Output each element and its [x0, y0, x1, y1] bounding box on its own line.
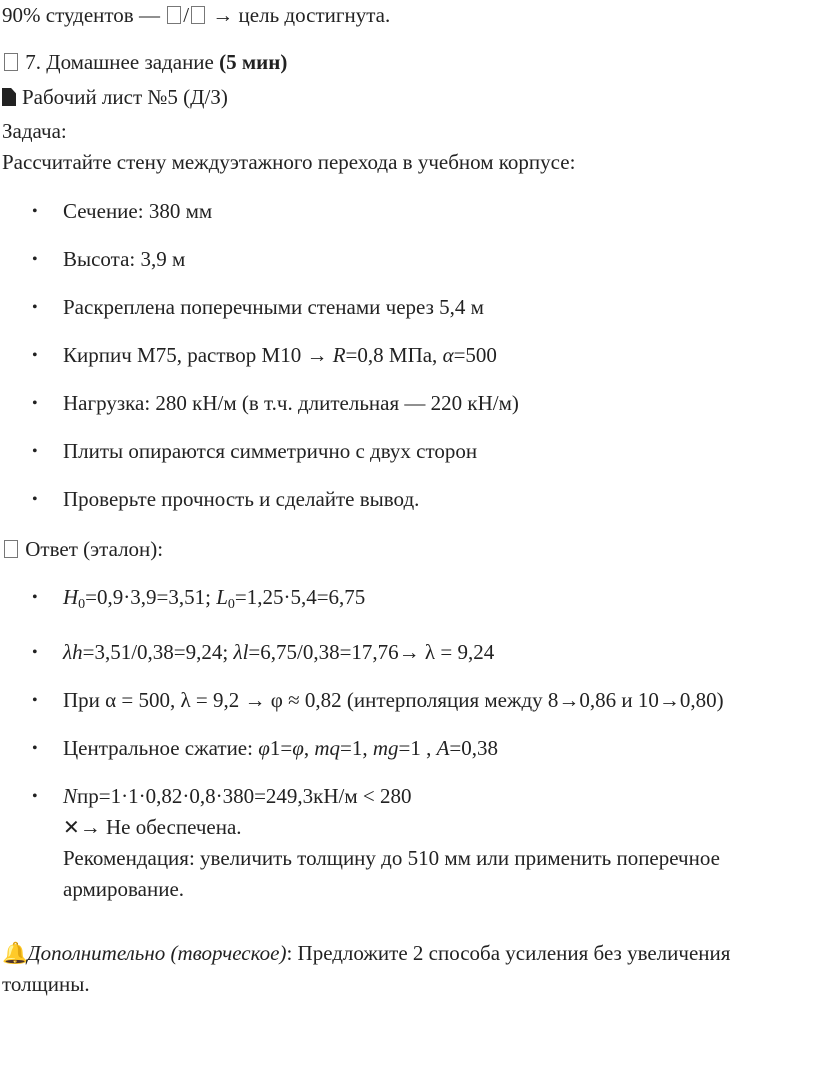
list-item: • Проверьте прочность и сделайте вывод. — [0, 484, 519, 515]
homework-label: 7. Домашнее задание — [25, 50, 214, 74]
task-label: Задача: — [2, 119, 67, 143]
list-item: • Плиты опираются симметрично с двух сторон — [0, 436, 519, 467]
extra-task — [2, 938, 816, 1000]
top-line — [2, 0, 816, 31]
task-intro: Рассчитайте стену междуэтажного перехода в учебном корпусе: — [2, 150, 576, 174]
list-item: • $H_0=0,9\cdot 3,9=3,51$; $L_0=1,25\cdot 5,4=6,75$ — [0, 582, 816, 620]
list-item: • Центральное сжатие: φ1=φ, mq=1, mg=1 , A=0,38 — [0, 733, 816, 764]
list-item: • Сечение: 380 мм — [0, 196, 519, 227]
answer-label-text: Ответ (эталон): — [25, 537, 164, 561]
list-item — [0, 340, 519, 371]
placeholder-box-icon — [4, 53, 18, 71]
bell-icon: 🔔 — [2, 941, 29, 965]
homework-duration: (5 мин) — [219, 50, 288, 74]
verdict-line: ✕→ Не обеспечена. — [63, 815, 242, 839]
alpha-symbol: α — [442, 343, 454, 367]
placeholder-box-icon — [167, 6, 181, 24]
alpha-value: =500 — [453, 343, 497, 367]
list-item: • Нагрузка: 280 кН/м (в т.ч. длительная — 220 кН/м) — [0, 388, 519, 419]
extra-label: Дополнительно (творческое) — [27, 941, 287, 965]
placeholder-box-icon — [4, 540, 18, 558]
worksheet-title-text: Рабочий лист №5 (Д/З) — [22, 85, 228, 109]
extra-text: : Предложите 2 способа усиления без увеличения толщины. — [2, 941, 731, 996]
answer-label — [2, 534, 816, 565]
answer-list — [0, 582, 816, 905]
list-item: • При α = 500, λ = 9,2 → φ ≈ 0,82 (интерполяция между 8→0,86 и 10→0,80) — [0, 685, 816, 716]
top-line-sep: / — [183, 3, 190, 27]
top-line-suffix: → цель достигнута. — [212, 3, 391, 27]
calc-line: • Nпр=1·1·0,82·0,8·380=249,3кН/м < 280 — [63, 784, 412, 808]
r-symbol: R — [332, 343, 346, 367]
list-item — [0, 781, 816, 905]
worksheet-title — [2, 82, 816, 113]
cross-icon: ✕ — [63, 815, 80, 839]
top-line-prefix: 90% студентов — — [2, 3, 160, 27]
homework-heading — [2, 47, 816, 78]
list-item-text: Кирпич М75, раствор М10 → — [63, 343, 333, 367]
list-item: • Раскреплена поперечными стенами через 5,4 м — [0, 292, 519, 323]
list-item: • λh=3,51/0,38=9,24; λl=6,75/0,38=17,76→ λ = 9,24 — [0, 637, 816, 668]
document-icon — [2, 88, 16, 106]
placeholder-box-icon — [191, 6, 205, 24]
list-item: • Высота: 3,9 м — [0, 244, 519, 275]
recommendation: Рекомендация: увеличить толщину до 510 мм или применить поперечное армирование. — [63, 846, 720, 901]
task-list — [0, 196, 519, 515]
r-value: =0,8 МПа, — [345, 343, 443, 367]
